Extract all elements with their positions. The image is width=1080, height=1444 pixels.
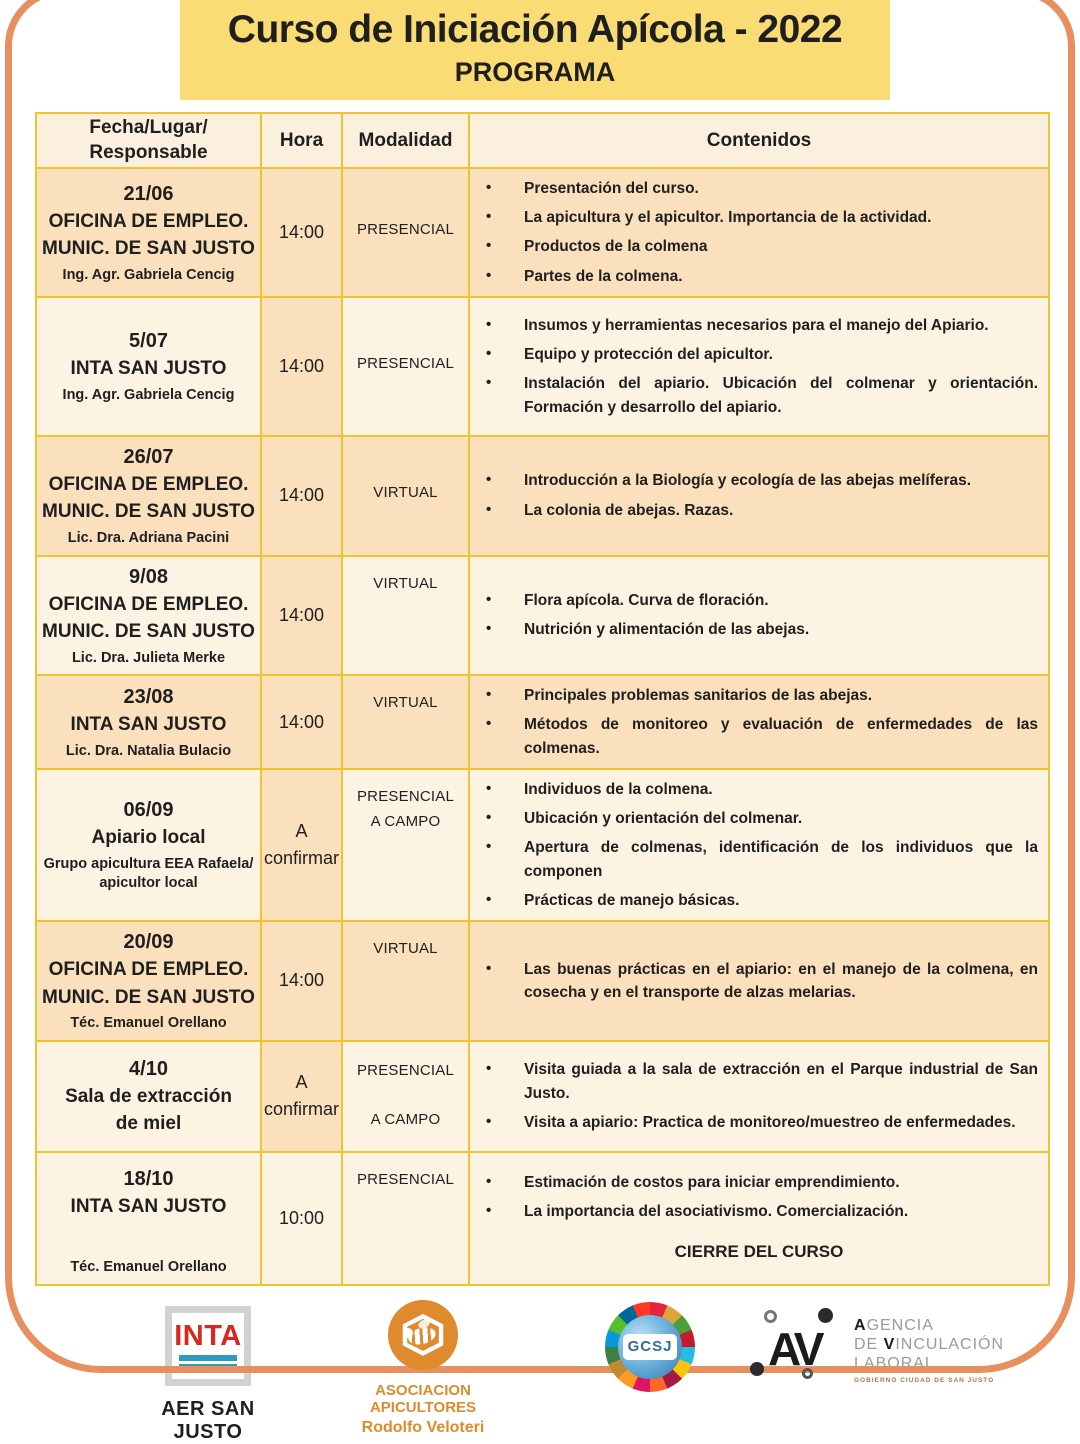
hora-cell [262,1042,343,1151]
session-date: 4/10 [129,1057,168,1080]
table-body [37,169,1048,1284]
content-text: Métodos de monitoreo y evaluación de enfermedades de las colmenas. [524,716,1038,757]
modalidad-line: PRESENCIAL [356,787,455,805]
content-text: Individuos de la colmena. [524,780,713,798]
content-item [470,235,1048,258]
bullet-icon: • [486,890,492,908]
session-responsible: Lic. Dra. Natalia Bulacio [65,742,232,759]
content-text: La importancia del asociativismo. Comercialización. [524,1203,909,1221]
bullet-icon: • [486,686,492,704]
table-row [37,1153,1048,1284]
contents-cell [470,1042,1048,1151]
bullet-icon: • [486,266,492,284]
content-item [470,177,1048,200]
session-place [65,1083,232,1138]
bullet-icon: • [486,591,492,609]
contents-cell [470,770,1048,920]
bullet-icon: • [486,959,492,977]
session-time: 14:00 [278,485,325,506]
content-item [470,1200,1048,1223]
session-date: 26/07 [123,445,174,468]
footer-logos [0,1294,1080,1444]
header-contenidos: Contenidos [706,129,812,151]
header-modalidad: Modalidad [343,114,470,167]
session-responsible: Lic. Dra. Adriana Pacini [67,529,230,546]
content-text: Presentación del curso. [524,179,699,197]
hora-cell [262,922,343,1040]
date-place-cell [37,437,262,555]
session-place [42,591,255,646]
session-time: 10:00 [278,1207,325,1228]
session-time: A confirmar [264,1072,340,1120]
content-text: Nutrición y alimentación de las abejas. [524,621,810,639]
modalidad-line: PRESENCIAL [356,1170,455,1188]
modalidad-line: PRESENCIAL [356,354,455,372]
content-list [470,177,1048,288]
bullet-icon: • [486,315,492,333]
content-text: Instalación del apiario. Ubicación del colmenar y orientación. Formación y desarrollo del apiario. [524,375,1038,416]
table-row [37,298,1048,437]
content-text: Flora apícola. Curva de floración. [524,592,769,610]
table-row [37,169,1048,298]
place-line: MUNIC. DE SAN JUSTO [42,238,255,260]
place-line: MUNIC. DE SAN JUSTO [42,621,255,643]
date-place-cell [37,676,262,768]
place-line: MUNIC. DE SAN JUSTO [42,501,255,523]
content-item [470,1058,1048,1105]
table-row [37,557,1048,677]
content-item [470,778,1048,801]
modalidad-cell [343,676,470,768]
content-text: Insumos y herramientas necesarios para el manejo del Apiario. [524,316,989,334]
date-place-cell [37,1153,262,1284]
contents-cell [470,437,1048,555]
content-text: Equipo y protección del apicultor. [524,346,773,364]
bullet-icon: • [486,809,492,827]
session-date: 23/08 [123,685,174,708]
session-date: 18/10 [123,1167,174,1190]
content-list [470,778,1048,912]
bullet-icon: • [486,620,492,638]
session-place [71,355,227,383]
inta-stripe-icon [179,1364,237,1370]
modalidad-line: PRESENCIAL [356,220,455,238]
date-place-cell [37,169,262,296]
apicultores-logo [388,1300,458,1370]
inta-stripe-icon [179,1355,237,1361]
title-banner [180,0,890,100]
modalidad-cell [343,922,470,1040]
content-text: Principales problemas sanitarios de las abejas. [524,687,873,705]
content-list [470,958,1048,1005]
contents-cell [470,298,1048,435]
content-item [470,343,1048,366]
contents-cell [470,1153,1048,1284]
session-responsible: Ing. Agr. Gabriela Cencig [62,266,235,283]
table-row [37,676,1048,770]
bullet-icon: • [486,715,492,733]
date-place-cell [37,770,262,920]
date-place-cell [37,298,262,435]
table-header-row [37,114,1048,169]
bullet-icon: • [486,345,492,363]
content-item [470,1111,1048,1134]
modalidad-cell [343,298,470,435]
session-responsible: Grupo apicultura EEA Rafaela/ apicultor local [43,855,254,892]
place-line: OFICINA DE EMPLEO. [48,593,249,615]
session-time: 14:00 [278,970,325,991]
date-place-cell [37,1042,262,1151]
modalidad-cell [343,1042,470,1151]
inta-logo [165,1306,251,1386]
session-time: 14:00 [278,604,325,625]
agencia-subtitle: GOBIERNO CIUDAD DE SAN JUSTO [854,1377,995,1385]
bullet-icon: • [486,471,492,489]
apicultores-person: Rodolfo Veloteri [361,1418,485,1436]
content-text: La colonia de abejas. Razas. [524,501,734,519]
session-date: 21/06 [123,182,174,205]
modalidad-cell [343,169,470,296]
session-responsible: Lic. Dra. Julieta Merke [71,649,226,666]
content-item [470,265,1048,288]
modalidad-cell [343,1153,470,1284]
content-item [470,836,1048,883]
session-date: 5/07 [129,330,168,353]
date-place-cell [37,557,262,675]
content-list [470,1058,1048,1134]
bullet-icon: • [486,208,492,226]
content-item [470,807,1048,830]
modalidad-line: VIRTUAL [373,940,438,958]
content-text: Introducción a la Biología y ecología de las abejas melíferas. [524,472,972,490]
table-row [37,1042,1048,1153]
bullet-icon: • [486,1060,492,1078]
session-place [42,208,255,263]
contents-cell [470,922,1048,1040]
apicultores-logo-group [328,1300,518,1437]
session-date: 9/08 [129,565,168,588]
header-fecha [37,114,262,167]
gcsj-label: GCSJ [623,1334,677,1360]
table-row [37,770,1048,922]
page-subtitle: PROGRAMA [454,56,616,87]
contents-cell [470,169,1048,296]
bullet-icon: • [486,779,492,797]
hora-cell [262,169,343,296]
modalidad-line: VIRTUAL [373,484,438,502]
content-text: Ubicación y orientación del colmenar. [524,810,803,828]
hora-cell [262,770,343,920]
content-item [470,713,1048,760]
content-text: Las buenas prácticas en el apiario: en el manejo de la colmena, en cosecha y en el transporte de alzas melarias. [524,960,1038,1001]
place-line: MUNIC. DE SAN JUSTO [42,986,255,1008]
av-monogram-icon: AV [756,1320,842,1380]
page-title: Curso de Iniciación Apícola - 2022 [227,8,843,51]
bee-head-icon [403,1328,413,1338]
session-place [71,711,227,739]
session-time: A confirmar [264,821,340,869]
bullet-icon: • [486,1112,492,1130]
place-line: Sala de extracción [65,1085,232,1107]
gcsj-logo [605,1302,695,1392]
modalidad-cell [343,557,470,675]
agencia-label: AGENCIA DE VINCULACIÓN LABORAL GOBIERNO CIUDAD DE SAN JUSTO [854,1316,1005,1385]
agencia-logo-group [756,1316,1005,1385]
session-place [42,956,255,1011]
header-fecha-line1: Fecha/Lugar/ [89,116,208,138]
bullet-icon: • [486,838,492,856]
table-row [37,922,1048,1042]
content-item [470,589,1048,612]
header-hora: Hora [262,114,343,167]
apicultores-name: ASOCIACION APICULTORES [369,1381,477,1416]
session-place [42,471,255,526]
session-place [91,824,205,852]
session-responsible: Téc. Emanuel Orellano [70,1259,227,1276]
modalidad-line: A CAMPO [370,812,441,830]
content-text: Productos de la colmena [524,238,708,256]
content-list [470,1171,1048,1224]
content-item [470,684,1048,707]
content-item [470,889,1048,912]
hora-cell [262,676,343,768]
content-text: Visita a apiario: Practica de monitoreo/muestreo de enfermedades. [524,1113,1016,1131]
content-list [470,314,1048,419]
content-text: Estimación de costos para iniciar emprendimiento. [524,1174,900,1192]
inta-label: AER SAN JUSTO [161,1397,255,1443]
content-list [470,589,1048,642]
content-list [470,469,1048,522]
content-text: Partes de la colmena. [524,267,683,285]
header-fecha-line2: Responsable [89,142,208,164]
closing-note: CIERRE DEL CURSO [674,1241,844,1261]
modalidad-cell [343,437,470,555]
content-list [470,684,1048,760]
inta-logo-text: INTA [174,1319,242,1352]
modalidad-line: PRESENCIAL [356,1061,455,1079]
content-item [470,618,1048,641]
hora-cell [262,1153,343,1284]
content-item [470,499,1048,522]
gcsj-logo-group [590,1302,710,1392]
bullet-icon: • [486,178,492,196]
place-line: INTA SAN JUSTO [70,1195,227,1217]
contents-cell [470,557,1048,675]
content-text: La apicultura y el apicultor. Importancia de la actividad. [524,209,932,227]
content-item [470,469,1048,492]
session-responsible: Téc. Emanuel Orellano [70,1015,227,1032]
place-line: de miel [115,1113,182,1135]
hora-cell [262,557,343,675]
hora-cell [262,298,343,435]
session-date: 20/09 [123,931,174,954]
program-table [35,112,1050,1286]
session-date: 06/09 [123,799,174,822]
place-line: INTA SAN JUSTO [70,358,227,380]
modalidad-line: VIRTUAL [373,694,438,712]
content-text: Prácticas de manejo básicas. [524,891,740,909]
content-item [470,1171,1048,1194]
modalidad-line: VIRTUAL [373,574,438,592]
inta-logo-group [128,1306,288,1444]
content-text: Apertura de colmenas, identificación de los individuos que la componen [524,839,1038,880]
bullet-icon: • [486,374,492,392]
place-line: OFICINA DE EMPLEO. [48,959,249,981]
place-line: INTA SAN JUSTO [70,713,227,735]
session-time: 14:00 [278,221,325,242]
session-time: 14:00 [278,355,325,376]
place-line: Apiario local [91,827,206,849]
contents-cell [470,676,1048,768]
content-item [470,314,1048,337]
place-line: OFICINA DE EMPLEO. [48,473,249,495]
content-text: Visita guiada a la sala de extracción en el Parque industrial de San Justo. [524,1061,1038,1102]
bullet-icon: • [486,500,492,518]
bullet-icon: • [486,1173,492,1191]
table-row [37,437,1048,557]
content-item [470,206,1048,229]
session-time: 14:00 [278,711,325,732]
date-place-cell [37,922,262,1040]
content-item [470,958,1048,1005]
session-place [71,1193,227,1221]
place-line: OFICINA DE EMPLEO. [48,210,249,232]
content-item [470,372,1048,419]
bullet-icon: • [486,1202,492,1220]
hora-cell [262,437,343,555]
modalidad-cell [343,770,470,920]
modalidad-line: A CAMPO [370,1110,441,1128]
session-responsible: Ing. Agr. Gabriela Cencig [62,386,235,403]
bullet-icon: • [486,237,492,255]
